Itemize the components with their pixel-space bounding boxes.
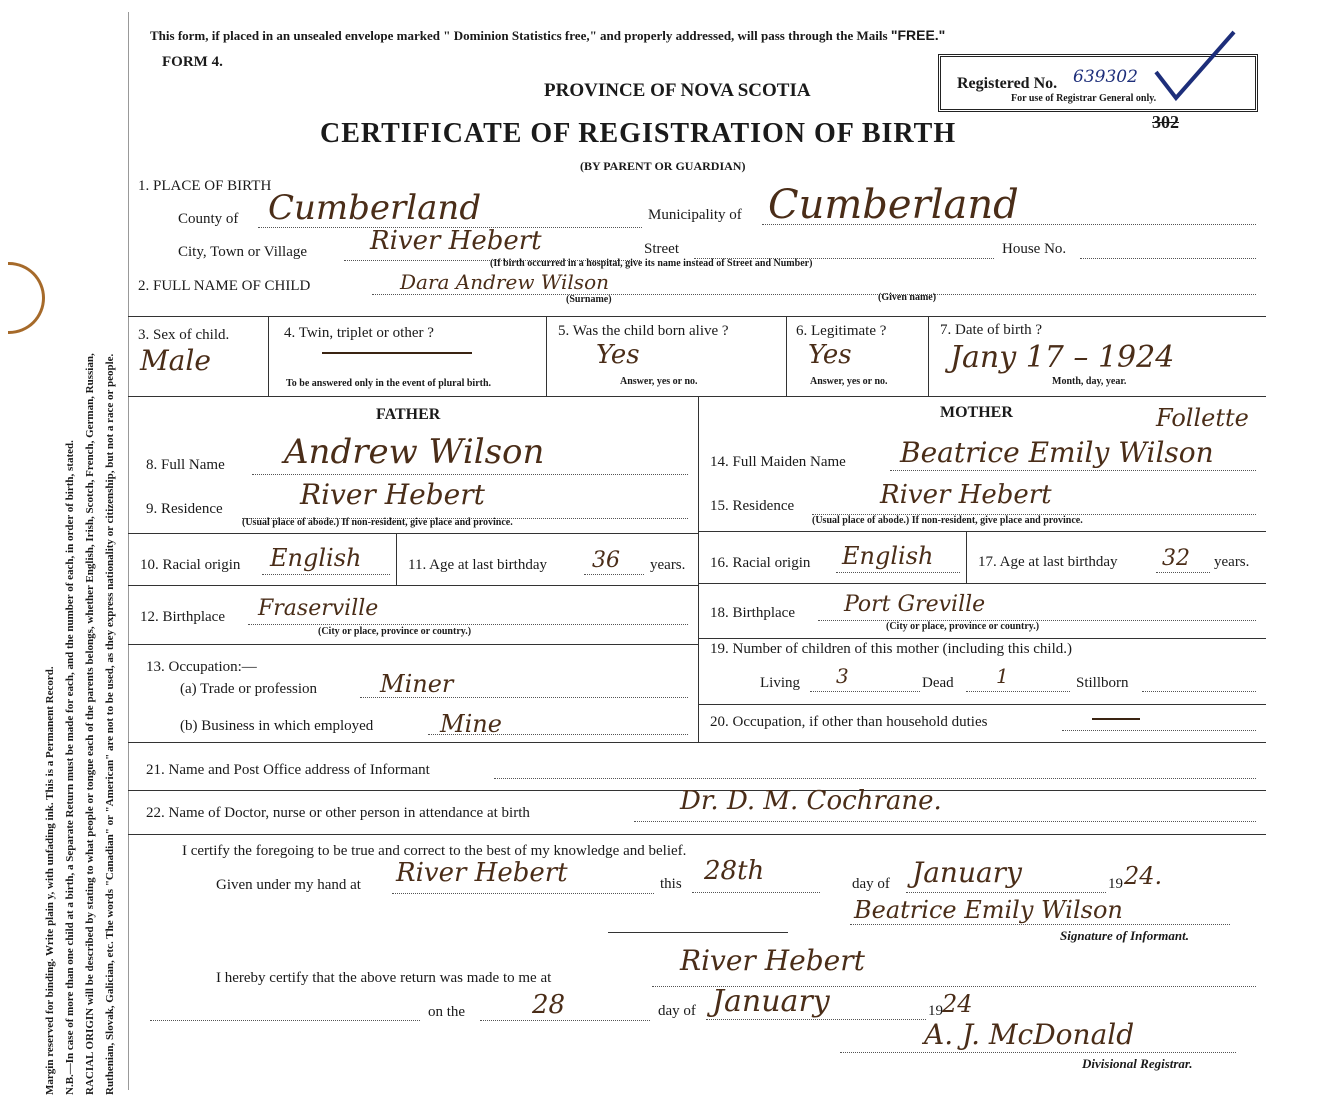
city-value: River Hebert: [370, 226, 542, 256]
mother-name-label: 14. Full Maiden Name: [710, 454, 846, 470]
mother-residence-value: River Hebert: [880, 480, 1052, 510]
informant-year-value: 24.: [1124, 862, 1163, 890]
mother-residence-label: 15. Residence: [710, 498, 795, 514]
registrar-signature: A. J. McDonald: [924, 1018, 1135, 1051]
child-name-value: Dara Andrew Wilson: [400, 270, 609, 294]
mother-occupation-label: 20. Occupation, if other than household duties: [710, 714, 988, 730]
mother-age-label: 17. Age at last birthday: [978, 554, 1118, 570]
twin-label: 4. Twin, triplet or other ?: [284, 325, 434, 341]
father-residence-label: 9. Residence: [146, 501, 223, 517]
informant-signature: Beatrice Emily Wilson: [854, 896, 1123, 924]
mother-children-label: 19. Number of children of this mother (including this child.): [710, 641, 1073, 657]
sex-value: Male: [140, 344, 211, 377]
doctor-value: Dr. D. M. Cochrane.: [680, 786, 942, 816]
mother-race-label: 16. Racial origin: [710, 555, 811, 571]
father-birthplace-note: (City or place, province or country.): [318, 626, 472, 637]
father-name-label: 8. Full Name: [146, 457, 225, 473]
margin-note-multiple-birth: N.B.—In case of more than one child at a birth, a Separate Return must be made for each, and the number of each, in order of birth, stated.: [64, 440, 76, 1095]
registered-number: 639302: [1073, 67, 1138, 87]
mother-residence-note: (Usual place of abode.) If non-resident, give place and province.: [812, 515, 1083, 526]
father-occupation-label: 13. Occupation:—: [146, 659, 257, 675]
informant-signature-label: Signature of Informant.: [1060, 928, 1189, 943]
street-label: Street: [644, 241, 679, 257]
house-number-label: House No.: [1002, 241, 1067, 257]
twin-note: To be answered only in the event of plural birth.: [286, 378, 492, 389]
father-age-label: 11. Age at last birthday: [408, 557, 547, 573]
mother-birthplace-note: (City or place, province or country.): [886, 621, 1040, 632]
registrar-year-prefix: 19: [928, 1003, 943, 1019]
surname-note: (Surname): [566, 294, 612, 305]
registered-label: Registered No.: [957, 75, 1058, 92]
born-alive-value: Yes: [596, 340, 640, 370]
hospital-note: (If birth occurred in a hospital, give its name instead of Street and Number): [490, 258, 813, 269]
legitimate-label: 6. Legitimate ?: [796, 323, 887, 339]
this-label: this: [660, 876, 682, 892]
registrar-year-value: 24: [942, 990, 973, 1018]
father-business-value: Mine: [440, 710, 502, 738]
county-label: County of: [178, 211, 239, 227]
dob-label: 7. Date of birth ?: [940, 322, 1043, 338]
registrar-day-of-label: day of: [658, 1003, 696, 1019]
born-alive-label: 5. Was the child born alive ?: [558, 323, 729, 339]
given-at-label: Given under my hand at: [216, 877, 361, 893]
informant-certify-text: I certify the foregoing to be true and correct to the best of my knowledge and belief.: [182, 843, 687, 859]
father-birthplace-label: 12. Birthplace: [140, 609, 225, 625]
form-number: FORM 4.: [162, 54, 223, 70]
living-label: Living: [760, 675, 800, 691]
living-value: 3: [836, 664, 849, 688]
father-birthplace-value: Fraserville: [258, 596, 379, 621]
province-heading: PROVINCE OF NOVA SCOTIA: [544, 80, 811, 101]
father-trade-label: (a) Trade or profession: [180, 681, 318, 697]
born-alive-note: Answer, yes or no.: [620, 376, 698, 387]
registrar-day-value: 28: [532, 990, 566, 1020]
registrar-month-value: January: [712, 984, 830, 1019]
mother-name-value: Beatrice Emily Wilson: [900, 436, 1214, 469]
day-of-label: day of: [852, 876, 890, 892]
dob-value: Jany 17 – 1924: [950, 340, 1175, 375]
dob-note: Month, day, year.: [1052, 376, 1127, 387]
legitimate-value: Yes: [808, 340, 852, 370]
mail-notice: This form, if placed in an unsealed envelope marked " Dominion Statistics free," and properly addressed, will pass through the Mails "FREE.": [150, 27, 946, 43]
father-race-label: 10. Racial origin: [140, 557, 241, 573]
informant-month-value: January: [912, 856, 1022, 889]
municipality-value: Cumberland: [768, 182, 1019, 228]
father-heading: FATHER: [376, 406, 441, 423]
mother-birthplace-label: 18. Birthplace: [710, 605, 795, 621]
this-day-value: 28th: [704, 856, 765, 886]
mother-age-years: years.: [1214, 554, 1250, 570]
mother-occupation-dash: [1092, 718, 1140, 720]
dead-label: Dead: [922, 675, 954, 691]
father-residence-value: River Hebert: [300, 478, 485, 511]
sex-label: 3. Sex of child.: [138, 327, 230, 343]
twin-dash: [322, 352, 472, 354]
registrar-certify-label: I hereby certify that the above return was made to me at: [216, 970, 552, 986]
legitimate-note: Answer, yes or no.: [810, 376, 888, 387]
father-trade-value: Miner: [380, 670, 454, 698]
margin-note-binding: Margin reserved for binding. Write plain y, with unfading ink. This is a Permanent Record.: [44, 666, 56, 1095]
mother-birthplace-value: Port Greville: [844, 592, 986, 617]
certificate-title: CERTIFICATE OF REGISTRATION OF BIRTH: [320, 118, 957, 149]
mother-age-value: 32: [1162, 546, 1190, 571]
registrar-note: For use of Registrar General only.: [1011, 93, 1157, 104]
father-age-value: 36: [592, 548, 620, 573]
father-age-years: years.: [650, 557, 686, 573]
father-race-value: English: [270, 544, 362, 572]
dead-value: 1: [996, 664, 1009, 688]
place-of-birth-label: 1. PLACE OF BIRTH: [138, 178, 272, 194]
struck-number: 302: [1152, 112, 1179, 132]
father-business-label: (b) Business in which employed: [180, 718, 374, 734]
registrar-place-value: River Hebert: [680, 944, 865, 977]
binding-hole-mark: [8, 262, 45, 334]
doctor-label: 22. Name of Doctor, nurse or other person in attendance at birth: [146, 805, 530, 821]
given-name-note: (Given name): [878, 292, 937, 303]
certificate-subtitle: (BY PARENT OR GUARDIAN): [580, 159, 746, 173]
informant-year-prefix: 19: [1108, 876, 1123, 892]
father-residence-note: (Usual place of abode.) If non-resident, give place and province.: [242, 517, 513, 528]
margin-note-racial-origin-2: Ruthenian, Slovak, Galician, etc. The words "Canadian" or "American" are not to be used, as they express nationality or citizenship, but not a race or people.: [104, 353, 116, 1095]
margin-note-racial-origin-1: RACIAL ORIGIN will be described by stating to what people or tongue each of the parents belongs, whether English, Irish, Scotch, French, German, Russian,: [84, 353, 96, 1095]
mother-race-value: English: [842, 542, 934, 570]
stillborn-label: Stillborn: [1076, 675, 1129, 691]
on-the-label: on the: [428, 1004, 466, 1020]
father-name-value: Andrew Wilson: [284, 432, 545, 472]
county-value: Cumberland: [268, 188, 482, 228]
mother-heading: MOTHER: [940, 404, 1013, 421]
given-at-value: River Hebert: [396, 858, 568, 888]
city-label: City, Town or Village: [178, 244, 308, 260]
mother-maiden-extra: Follette: [1156, 404, 1249, 432]
municipality-label: Municipality of: [648, 207, 742, 223]
child-name-label: 2. FULL NAME OF CHILD: [138, 278, 311, 294]
informant-label: 21. Name and Post Office address of Informant: [146, 762, 430, 778]
registrar-signature-label: Divisional Registrar.: [1082, 1056, 1193, 1071]
